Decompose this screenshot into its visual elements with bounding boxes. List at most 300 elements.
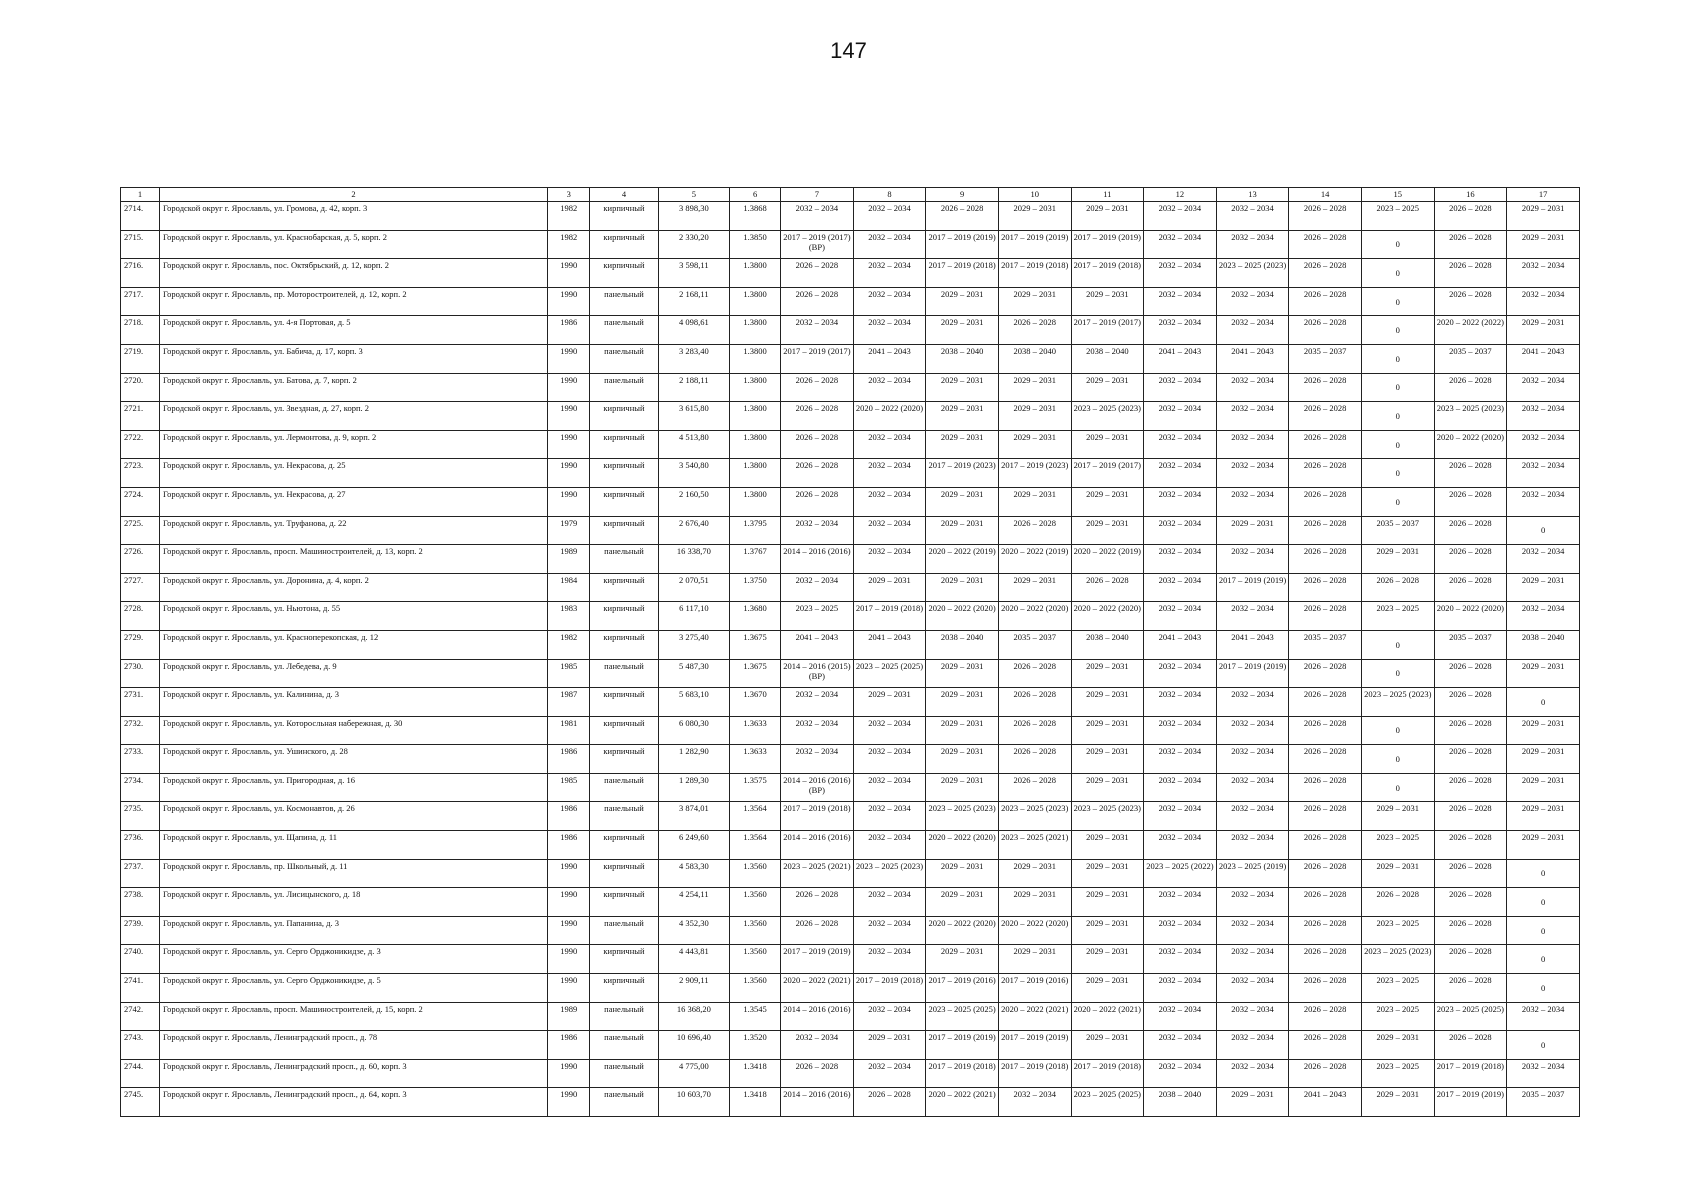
column-number-11: 11 bbox=[1071, 188, 1144, 202]
table-cell-col-12: 2032 – 2034 bbox=[1144, 487, 1217, 516]
table-cell-col-7: 2026 – 2028 bbox=[781, 287, 854, 316]
table-cell-col-14: 2026 – 2028 bbox=[1289, 859, 1362, 888]
table-cell-col-3: 1990 bbox=[548, 373, 590, 402]
table-cell-col-1: 2745. bbox=[121, 1088, 160, 1117]
table-cell-col-5: 2 676,40 bbox=[658, 516, 730, 545]
table-cell-col-8: 2032 – 2034 bbox=[853, 373, 926, 402]
table-cell-col-17: 2032 – 2034 bbox=[1507, 402, 1580, 431]
table-cell-col-4: кирпичный bbox=[590, 630, 658, 659]
table-cell-col-12: 2032 – 2034 bbox=[1144, 945, 1217, 974]
table-cell-col-10: 2038 – 2040 bbox=[998, 344, 1071, 373]
table-row bbox=[121, 602, 1580, 631]
table-row bbox=[121, 487, 1580, 516]
column-number-7: 7 bbox=[781, 188, 854, 202]
table-cell-col-16: 2026 – 2028 bbox=[1434, 373, 1507, 402]
table-cell-col-10: 2029 – 2031 bbox=[998, 859, 1071, 888]
table-cell-col-16: 2023 – 2025 (2023) bbox=[1434, 402, 1507, 431]
table-cell-col-1: 2732. bbox=[121, 716, 160, 745]
column-number-14: 14 bbox=[1289, 188, 1362, 202]
table-cell-col-14: 2026 – 2028 bbox=[1289, 745, 1362, 774]
table-cell-col-16: 2017 – 2019 (2018) bbox=[1434, 1059, 1507, 1088]
table-cell-col-3: 1986 bbox=[548, 745, 590, 774]
table-cell-col-3: 1990 bbox=[548, 430, 590, 459]
table-cell-col-11: 2029 – 2031 bbox=[1071, 945, 1144, 974]
table-cell-col-6: 1.3680 bbox=[730, 602, 781, 631]
table-row bbox=[121, 831, 1580, 860]
table-cell-col-5: 2 160,50 bbox=[658, 487, 730, 516]
table-cell-col-2: Городской округ г. Ярославль, пр. Моторостроителей, д. 12, корп. 2 bbox=[160, 287, 548, 316]
table-cell-col-17: 2038 – 2040 bbox=[1507, 630, 1580, 659]
table-cell-col-15: 0 bbox=[1361, 630, 1434, 659]
table-cell-col-13: 2032 – 2034 bbox=[1216, 716, 1289, 745]
table-cell-col-1: 2738. bbox=[121, 888, 160, 917]
register-table-container bbox=[120, 187, 1580, 1117]
table-cell-col-12: 2032 – 2034 bbox=[1144, 1031, 1217, 1060]
table-row bbox=[121, 459, 1580, 488]
table-cell-col-16: 2035 – 2037 bbox=[1434, 630, 1507, 659]
table-cell-col-11: 2023 – 2025 (2025) bbox=[1071, 1088, 1144, 1117]
table-cell-col-16: 2026 – 2028 bbox=[1434, 573, 1507, 602]
table-cell-col-1: 2728. bbox=[121, 602, 160, 631]
table-cell-col-14: 2026 – 2028 bbox=[1289, 573, 1362, 602]
table-cell-col-4: панельный bbox=[590, 916, 658, 945]
table-header bbox=[121, 188, 1580, 202]
table-cell-col-12: 2038 – 2040 bbox=[1144, 1088, 1217, 1117]
table-row bbox=[121, 945, 1580, 974]
table-cell-col-4: кирпичный bbox=[590, 716, 658, 745]
table-cell-col-10: 2017 – 2019 (2018) bbox=[998, 1059, 1071, 1088]
table-cell-col-2: Городской округ г. Ярославль, ул. Ньютона, д. 55 bbox=[160, 602, 548, 631]
table-cell-col-13: 2023 – 2025 (2019) bbox=[1216, 859, 1289, 888]
table-cell-col-2: Городской округ г. Ярославль, ул. Труфанова, д. 22 bbox=[160, 516, 548, 545]
table-cell-col-7: 2026 – 2028 bbox=[781, 430, 854, 459]
table-cell-col-2: Городской округ г. Ярославль, ул. Серго Орджоникидзе, д. 5 bbox=[160, 974, 548, 1003]
table-row bbox=[121, 316, 1580, 345]
table-cell-col-3: 1990 bbox=[548, 487, 590, 516]
table-cell-col-4: кирпичный bbox=[590, 573, 658, 602]
table-cell-col-15: 0 bbox=[1361, 344, 1434, 373]
table-cell-col-13: 2029 – 2031 bbox=[1216, 516, 1289, 545]
table-cell-col-5: 4 513,80 bbox=[658, 430, 730, 459]
table-cell-col-7: 2017 – 2019 (2017) bbox=[781, 344, 854, 373]
table-cell-col-6: 1.3560 bbox=[730, 859, 781, 888]
table-cell-col-8: 2032 – 2034 bbox=[853, 259, 926, 288]
table-cell-col-8: 2032 – 2034 bbox=[853, 802, 926, 831]
table-cell-col-2: Городской округ г. Ярославль, Ленинградский просп., д. 78 bbox=[160, 1031, 548, 1060]
table-cell-col-1: 2741. bbox=[121, 974, 160, 1003]
table-cell-col-1: 2726. bbox=[121, 545, 160, 574]
table-cell-col-3: 1982 bbox=[548, 630, 590, 659]
table-cell-col-9: 2029 – 2031 bbox=[926, 945, 999, 974]
table-row bbox=[121, 773, 1580, 802]
table-cell-col-2: Городской округ г. Ярославль, Ленинградский просп., д. 64, корп. 3 bbox=[160, 1088, 548, 1117]
page-number: 147 bbox=[830, 38, 867, 63]
table-cell-col-3: 1987 bbox=[548, 688, 590, 717]
table-cell-col-11: 2029 – 2031 bbox=[1071, 688, 1144, 717]
table-row bbox=[121, 659, 1580, 688]
table-cell-col-13: 2032 – 2034 bbox=[1216, 773, 1289, 802]
table-cell-col-3: 1984 bbox=[548, 573, 590, 602]
table-cell-col-7: 2026 – 2028 bbox=[781, 487, 854, 516]
table-cell-col-15: 2023 – 2025 bbox=[1361, 974, 1434, 1003]
table-cell-col-10: 2032 – 2034 bbox=[998, 1088, 1071, 1117]
table-row bbox=[121, 373, 1580, 402]
table-cell-col-5: 6 080,30 bbox=[658, 716, 730, 745]
table-cell-col-9: 2038 – 2040 bbox=[926, 630, 999, 659]
table-cell-col-8: 2032 – 2034 bbox=[853, 916, 926, 945]
table-cell-col-17: 0 bbox=[1507, 974, 1580, 1003]
table-cell-col-4: кирпичный bbox=[590, 230, 658, 259]
table-cell-col-10: 2026 – 2028 bbox=[998, 316, 1071, 345]
table-cell-col-6: 1.3800 bbox=[730, 259, 781, 288]
table-cell-col-3: 1981 bbox=[548, 716, 590, 745]
table-cell-col-15: 0 bbox=[1361, 402, 1434, 431]
table-cell-col-17: 2032 – 2034 bbox=[1507, 545, 1580, 574]
table-cell-col-11: 2017 – 2019 (2018) bbox=[1071, 259, 1144, 288]
table-cell-col-10: 2026 – 2028 bbox=[998, 516, 1071, 545]
table-cell-col-1: 2729. bbox=[121, 630, 160, 659]
table-cell-col-5: 16 368,20 bbox=[658, 1002, 730, 1031]
table-cell-col-15: 2035 – 2037 bbox=[1361, 516, 1434, 545]
table-cell-col-12: 2023 – 2025 (2022) bbox=[1144, 859, 1217, 888]
table-cell-col-12: 2032 – 2034 bbox=[1144, 230, 1217, 259]
table-cell-col-7: 2014 – 2016 (2016) bbox=[781, 831, 854, 860]
table-cell-col-12: 2032 – 2034 bbox=[1144, 802, 1217, 831]
table-row bbox=[121, 888, 1580, 917]
table-cell-col-10: 2020 – 2022 (2020) bbox=[998, 602, 1071, 631]
table-cell-col-3: 1985 bbox=[548, 773, 590, 802]
table-cell-col-2: Городской округ г. Ярославль, ул. Калинина, д. 3 bbox=[160, 688, 548, 717]
table-cell-col-14: 2026 – 2028 bbox=[1289, 802, 1362, 831]
table-cell-col-6: 1.3633 bbox=[730, 745, 781, 774]
table-cell-col-1: 2743. bbox=[121, 1031, 160, 1060]
table-cell-col-10: 2029 – 2031 bbox=[998, 202, 1071, 231]
table-cell-col-6: 1.3560 bbox=[730, 916, 781, 945]
table-cell-col-10: 2017 – 2019 (2018) bbox=[998, 259, 1071, 288]
table-cell-col-8: 2029 – 2031 bbox=[853, 688, 926, 717]
table-cell-col-8: 2023 – 2025 (2023) bbox=[853, 859, 926, 888]
register-table bbox=[120, 187, 1580, 1117]
table-cell-col-10: 2026 – 2028 bbox=[998, 659, 1071, 688]
table-cell-col-8: 2029 – 2031 bbox=[853, 1031, 926, 1060]
table-cell-col-12: 2032 – 2034 bbox=[1144, 916, 1217, 945]
table-cell-col-7: 2032 – 2034 bbox=[781, 573, 854, 602]
table-cell-col-14: 2026 – 2028 bbox=[1289, 545, 1362, 574]
table-cell-col-10: 2017 – 2019 (2019) bbox=[998, 1031, 1071, 1060]
table-cell-col-13: 2032 – 2034 bbox=[1216, 974, 1289, 1003]
table-cell-col-14: 2026 – 2028 bbox=[1289, 916, 1362, 945]
table-cell-col-10: 2029 – 2031 bbox=[998, 430, 1071, 459]
table-cell-col-6: 1.3868 bbox=[730, 202, 781, 231]
table-cell-col-4: кирпичный bbox=[590, 487, 658, 516]
table-cell-col-12: 2032 – 2034 bbox=[1144, 516, 1217, 545]
table-cell-col-16: 2026 – 2028 bbox=[1434, 859, 1507, 888]
table-cell-col-10: 2020 – 2022 (2019) bbox=[998, 545, 1071, 574]
table-cell-col-7: 2026 – 2028 bbox=[781, 259, 854, 288]
table-cell-col-4: панельный bbox=[590, 1059, 658, 1088]
table-cell-col-8: 2032 – 2034 bbox=[853, 888, 926, 917]
table-cell-col-6: 1.3564 bbox=[730, 802, 781, 831]
table-cell-col-12: 2032 – 2034 bbox=[1144, 545, 1217, 574]
table-cell-col-14: 2026 – 2028 bbox=[1289, 402, 1362, 431]
table-cell-col-13: 2032 – 2034 bbox=[1216, 1059, 1289, 1088]
table-cell-col-14: 2026 – 2028 bbox=[1289, 259, 1362, 288]
table-cell-col-9: 2029 – 2031 bbox=[926, 430, 999, 459]
table-cell-col-1: 2716. bbox=[121, 259, 160, 288]
table-cell-col-14: 2035 – 2037 bbox=[1289, 344, 1362, 373]
table-cell-col-9: 2020 – 2022 (2019) bbox=[926, 545, 999, 574]
table-cell-col-17: 2041 – 2043 bbox=[1507, 344, 1580, 373]
table-cell-col-16: 2017 – 2019 (2019) bbox=[1434, 1088, 1507, 1117]
table-cell-col-12: 2032 – 2034 bbox=[1144, 402, 1217, 431]
column-number-row bbox=[121, 188, 1580, 202]
table-body bbox=[121, 202, 1580, 1117]
table-cell-col-5: 3 874,01 bbox=[658, 802, 730, 831]
table-cell-col-7: 2032 – 2034 bbox=[781, 316, 854, 345]
table-cell-col-15: 0 bbox=[1361, 716, 1434, 745]
table-cell-col-13: 2029 – 2031 bbox=[1216, 1088, 1289, 1117]
table-cell-col-7: 2014 – 2016 (2016) bbox=[781, 1002, 854, 1031]
table-cell-col-14: 2026 – 2028 bbox=[1289, 974, 1362, 1003]
table-cell-col-1: 2715. bbox=[121, 230, 160, 259]
table-cell-col-13: 2032 – 2034 bbox=[1216, 316, 1289, 345]
table-cell-col-11: 2029 – 2031 bbox=[1071, 659, 1144, 688]
table-cell-col-3: 1990 bbox=[548, 916, 590, 945]
table-cell-col-6: 1.3560 bbox=[730, 945, 781, 974]
table-cell-col-17: 2029 – 2031 bbox=[1507, 773, 1580, 802]
table-cell-col-14: 2026 – 2028 bbox=[1289, 831, 1362, 860]
table-cell-col-14: 2026 – 2028 bbox=[1289, 1002, 1362, 1031]
table-cell-col-13: 2017 – 2019 (2019) bbox=[1216, 573, 1289, 602]
table-cell-col-13: 2032 – 2034 bbox=[1216, 373, 1289, 402]
table-cell-col-1: 2722. bbox=[121, 430, 160, 459]
table-cell-col-7: 2020 – 2022 (2021) bbox=[781, 974, 854, 1003]
table-cell-col-1: 2721. bbox=[121, 402, 160, 431]
table-cell-col-15: 2029 – 2031 bbox=[1361, 545, 1434, 574]
table-cell-col-15: 2023 – 2025 bbox=[1361, 1002, 1434, 1031]
table-row bbox=[121, 430, 1580, 459]
table-cell-col-8: 2032 – 2034 bbox=[853, 716, 926, 745]
table-cell-col-2: Городской округ г. Ярославль, ул. 4-я Портовая, д. 5 bbox=[160, 316, 548, 345]
table-cell-col-2: Городской округ г. Ярославль, ул. Серго Орджоникидзе, д. 3 bbox=[160, 945, 548, 974]
table-row bbox=[121, 802, 1580, 831]
table-cell-col-11: 2017 – 2019 (2017) bbox=[1071, 459, 1144, 488]
table-cell-col-10: 2029 – 2031 bbox=[998, 945, 1071, 974]
table-cell-col-3: 1990 bbox=[548, 888, 590, 917]
table-cell-col-7: 2032 – 2034 bbox=[781, 745, 854, 774]
table-cell-col-4: панельный bbox=[590, 1088, 658, 1117]
table-cell-col-10: 2020 – 2022 (2021) bbox=[998, 1002, 1071, 1031]
table-cell-col-14: 2026 – 2028 bbox=[1289, 1059, 1362, 1088]
table-cell-col-8: 2032 – 2034 bbox=[853, 1059, 926, 1088]
table-cell-col-4: панельный bbox=[590, 1031, 658, 1060]
table-cell-col-6: 1.3675 bbox=[730, 630, 781, 659]
table-cell-col-15: 2026 – 2028 bbox=[1361, 573, 1434, 602]
table-cell-col-2: Городской округ г. Ярославль, ул. Щапина, д. 11 bbox=[160, 831, 548, 860]
table-cell-col-7: 2014 – 2016 (2016) bbox=[781, 1088, 854, 1117]
table-cell-col-5: 4 583,30 bbox=[658, 859, 730, 888]
table-cell-col-13: 2032 – 2034 bbox=[1216, 287, 1289, 316]
table-cell-col-17: 2032 – 2034 bbox=[1507, 287, 1580, 316]
table-cell-col-13: 2041 – 2043 bbox=[1216, 630, 1289, 659]
table-cell-col-6: 1.3560 bbox=[730, 888, 781, 917]
table-row bbox=[121, 573, 1580, 602]
table-cell-col-8: 2017 – 2019 (2018) bbox=[853, 602, 926, 631]
table-cell-col-5: 3 898,30 bbox=[658, 202, 730, 231]
table-cell-col-13: 2032 – 2034 bbox=[1216, 1002, 1289, 1031]
table-cell-col-17: 2032 – 2034 bbox=[1507, 1002, 1580, 1031]
table-cell-col-7: 2017 – 2019 (2019) bbox=[781, 945, 854, 974]
table-cell-col-7: 2017 – 2019 (2017) (ВР) bbox=[781, 230, 854, 259]
table-cell-col-8: 2032 – 2034 bbox=[853, 459, 926, 488]
table-cell-col-4: панельный bbox=[590, 545, 658, 574]
table-cell-col-1: 2742. bbox=[121, 1002, 160, 1031]
table-cell-col-14: 2026 – 2028 bbox=[1289, 459, 1362, 488]
table-cell-col-5: 2 909,11 bbox=[658, 974, 730, 1003]
table-cell-col-10: 2029 – 2031 bbox=[998, 402, 1071, 431]
table-cell-col-10: 2026 – 2028 bbox=[998, 773, 1071, 802]
table-cell-col-10: 2029 – 2031 bbox=[998, 373, 1071, 402]
table-cell-col-14: 2026 – 2028 bbox=[1289, 487, 1362, 516]
table-cell-col-15: 0 bbox=[1361, 316, 1434, 345]
table-cell-col-7: 2017 – 2019 (2018) bbox=[781, 802, 854, 831]
table-cell-col-11: 2017 – 2019 (2019) bbox=[1071, 230, 1144, 259]
table-cell-col-9: 2029 – 2031 bbox=[926, 745, 999, 774]
table-cell-col-3: 1990 bbox=[548, 459, 590, 488]
table-cell-col-7: 2026 – 2028 bbox=[781, 402, 854, 431]
table-cell-col-15: 0 bbox=[1361, 430, 1434, 459]
table-cell-col-17: 2029 – 2031 bbox=[1507, 716, 1580, 745]
table-cell-col-3: 1990 bbox=[548, 287, 590, 316]
table-cell-col-14: 2026 – 2028 bbox=[1289, 888, 1362, 917]
table-cell-col-4: панельный bbox=[590, 773, 658, 802]
table-cell-col-6: 1.3800 bbox=[730, 430, 781, 459]
table-cell-col-13: 2032 – 2034 bbox=[1216, 688, 1289, 717]
table-cell-col-17: 2029 – 2031 bbox=[1507, 745, 1580, 774]
table-cell-col-8: 2032 – 2034 bbox=[853, 945, 926, 974]
table-cell-col-17: 2029 – 2031 bbox=[1507, 316, 1580, 345]
table-cell-col-7: 2014 – 2016 (2015) (ВР) bbox=[781, 659, 854, 688]
table-cell-col-5: 4 098,61 bbox=[658, 316, 730, 345]
table-cell-col-7: 2032 – 2034 bbox=[781, 716, 854, 745]
table-cell-col-15: 0 bbox=[1361, 773, 1434, 802]
table-cell-col-17: 2029 – 2031 bbox=[1507, 573, 1580, 602]
column-number-17: 17 bbox=[1507, 188, 1580, 202]
table-cell-col-7: 2032 – 2034 bbox=[781, 202, 854, 231]
table-cell-col-3: 1983 bbox=[548, 602, 590, 631]
table-cell-col-5: 6 249,60 bbox=[658, 831, 730, 860]
table-cell-col-13: 2032 – 2034 bbox=[1216, 487, 1289, 516]
table-cell-col-8: 2032 – 2034 bbox=[853, 831, 926, 860]
table-cell-col-10: 2026 – 2028 bbox=[998, 688, 1071, 717]
table-cell-col-6: 1.3800 bbox=[730, 373, 781, 402]
table-cell-col-3: 1990 bbox=[548, 974, 590, 1003]
table-cell-col-9: 2029 – 2031 bbox=[926, 859, 999, 888]
table-cell-col-10: 2023 – 2025 (2023) bbox=[998, 802, 1071, 831]
table-cell-col-1: 2739. bbox=[121, 916, 160, 945]
table-cell-col-10: 2029 – 2031 bbox=[998, 888, 1071, 917]
table-cell-col-5: 5 487,30 bbox=[658, 659, 730, 688]
table-cell-col-14: 2026 – 2028 bbox=[1289, 316, 1362, 345]
table-cell-col-6: 1.3575 bbox=[730, 773, 781, 802]
table-cell-col-3: 1990 bbox=[548, 1088, 590, 1117]
table-cell-col-5: 16 338,70 bbox=[658, 545, 730, 574]
table-cell-col-6: 1.3418 bbox=[730, 1059, 781, 1088]
table-cell-col-9: 2029 – 2031 bbox=[926, 316, 999, 345]
table-cell-col-4: панельный bbox=[590, 659, 658, 688]
table-cell-col-2: Городской округ г. Ярославль, ул. Лисицынского, д. 18 bbox=[160, 888, 548, 917]
table-cell-col-11: 2029 – 2031 bbox=[1071, 831, 1144, 860]
table-cell-col-16: 2026 – 2028 bbox=[1434, 1031, 1507, 1060]
table-cell-col-3: 1989 bbox=[548, 1002, 590, 1031]
table-cell-col-7: 2026 – 2028 bbox=[781, 373, 854, 402]
table-cell-col-1: 2731. bbox=[121, 688, 160, 717]
table-cell-col-14: 2041 – 2043 bbox=[1289, 1088, 1362, 1117]
table-cell-col-14: 2026 – 2028 bbox=[1289, 202, 1362, 231]
table-cell-col-12: 2032 – 2034 bbox=[1144, 573, 1217, 602]
table-cell-col-12: 2032 – 2034 bbox=[1144, 202, 1217, 231]
table-cell-col-5: 1 289,30 bbox=[658, 773, 730, 802]
table-cell-col-16: 2026 – 2028 bbox=[1434, 745, 1507, 774]
table-cell-col-2: Городской округ г. Ярославль, пос. Октябрьский, д. 12, корп. 2 bbox=[160, 259, 548, 288]
table-cell-col-7: 2026 – 2028 bbox=[781, 459, 854, 488]
table-cell-col-15: 2023 – 2025 bbox=[1361, 602, 1434, 631]
table-cell-col-9: 2017 – 2019 (2019) bbox=[926, 230, 999, 259]
table-cell-col-11: 2026 – 2028 bbox=[1071, 573, 1144, 602]
table-cell-col-11: 2017 – 2019 (2018) bbox=[1071, 1059, 1144, 1088]
table-cell-col-12: 2041 – 2043 bbox=[1144, 630, 1217, 659]
table-cell-col-10: 2029 – 2031 bbox=[998, 573, 1071, 602]
table-cell-col-12: 2032 – 2034 bbox=[1144, 745, 1217, 774]
table-row bbox=[121, 259, 1580, 288]
table-cell-col-5: 3 275,40 bbox=[658, 630, 730, 659]
table-cell-col-10: 2029 – 2031 bbox=[998, 487, 1071, 516]
table-cell-col-3: 1986 bbox=[548, 831, 590, 860]
table-cell-col-5: 4 443,81 bbox=[658, 945, 730, 974]
table-cell-col-11: 2029 – 2031 bbox=[1071, 516, 1144, 545]
table-cell-col-15: 2023 – 2025 bbox=[1361, 1059, 1434, 1088]
table-cell-col-2: Городской округ г. Ярославль, пр. Школьный, д. 11 bbox=[160, 859, 548, 888]
table-cell-col-14: 2026 – 2028 bbox=[1289, 516, 1362, 545]
table-cell-col-9: 2029 – 2031 bbox=[926, 716, 999, 745]
table-cell-col-14: 2026 – 2028 bbox=[1289, 602, 1362, 631]
table-cell-col-11: 2023 – 2025 (2023) bbox=[1071, 802, 1144, 831]
table-cell-col-16: 2026 – 2028 bbox=[1434, 688, 1507, 717]
table-cell-col-9: 2020 – 2022 (2021) bbox=[926, 1088, 999, 1117]
table-cell-col-9: 2020 – 2022 (2020) bbox=[926, 916, 999, 945]
table-cell-col-4: панельный bbox=[590, 802, 658, 831]
table-cell-col-17: 0 bbox=[1507, 859, 1580, 888]
table-cell-col-16: 2026 – 2028 bbox=[1434, 831, 1507, 860]
table-cell-col-11: 2020 – 2022 (2021) bbox=[1071, 1002, 1144, 1031]
table-cell-col-8: 2017 – 2019 (2018) bbox=[853, 974, 926, 1003]
column-number-15: 15 bbox=[1361, 188, 1434, 202]
table-cell-col-3: 1990 bbox=[548, 344, 590, 373]
table-cell-col-13: 2032 – 2034 bbox=[1216, 430, 1289, 459]
table-cell-col-15: 0 bbox=[1361, 745, 1434, 774]
column-number-12: 12 bbox=[1144, 188, 1217, 202]
table-cell-col-11: 2029 – 2031 bbox=[1071, 487, 1144, 516]
table-cell-col-5: 2 168,11 bbox=[658, 287, 730, 316]
table-cell-col-17: 2029 – 2031 bbox=[1507, 659, 1580, 688]
table-cell-col-15: 2023 – 2025 bbox=[1361, 202, 1434, 231]
table-cell-col-12: 2032 – 2034 bbox=[1144, 688, 1217, 717]
table-cell-col-12: 2032 – 2034 bbox=[1144, 1059, 1217, 1088]
table-cell-col-13: 2032 – 2034 bbox=[1216, 888, 1289, 917]
table-cell-col-4: кирпичный bbox=[590, 430, 658, 459]
table-cell-col-2: Городской округ г. Ярославль, ул. Лермонтова, д. 9, корп. 2 bbox=[160, 430, 548, 459]
table-cell-col-15: 0 bbox=[1361, 259, 1434, 288]
